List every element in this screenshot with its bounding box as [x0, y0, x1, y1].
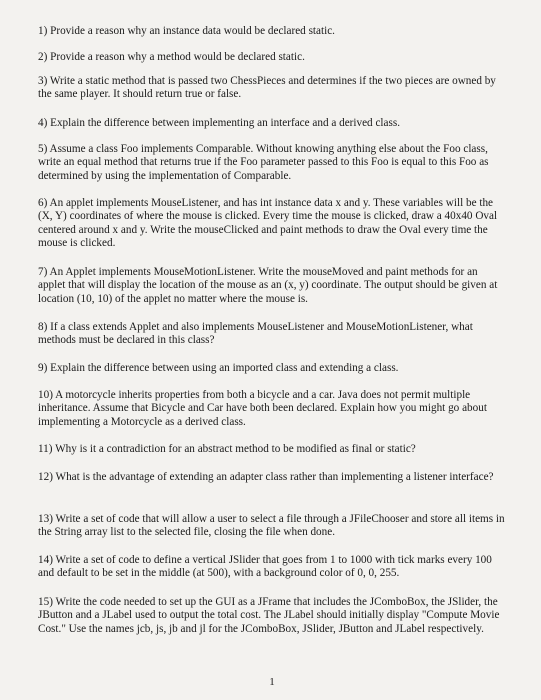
question-9: 9) Explain the difference between using an imported class and extending a class.: [38, 362, 399, 374]
question-4: 4) Explain the difference between implementing an interface and a derived class.: [38, 117, 400, 129]
question-13: 13) Write a set of code that will allow a user to select a file through a JFileChooser and store all items in the String array list to the selected file, closing the file when done.: [38, 513, 505, 539]
question-10: 10) A motorcycle inherits properties from both a bicycle and a car. Java does not permit multiple inheritance. Assume that Bicycle and Car have both been declared. Explain how you might go about implementing a Motorcycle as a derived class.: [38, 389, 487, 428]
question-2: 2) Provide a reason why a method would be declared static.: [38, 51, 305, 63]
page-number: 1: [269, 676, 275, 688]
question-6: 6) An applet implements MouseListener, and has int instance data x and y. These variables will be the (X, Y) coordinates of where the mouse is clicked. Every time the mouse is clicked, draw a 40x40 Oval centered around x and y. Write the mouseClicked and paint methods to draw the Oval every time the mouse is clicked.: [38, 197, 498, 249]
question-11: 11) Why is it a contradiction for an abstract method to be modified as final or static?: [38, 443, 416, 455]
question-1: 1) Provide a reason why an instance data would be declared static.: [38, 25, 335, 37]
question-7: 7) An Applet implements MouseMotionListener. Write the mouseMoved and paint methods for an applet that will display the location of the mouse as an (x, y) coordinate. The output should be given at location (10, 10) of the applet no matter where the mouse is.: [38, 266, 498, 305]
question-12: 12) What is the advantage of extending an adapter class rather than implementing a listener interface?: [38, 471, 494, 483]
question-5: 5) Assume a class Foo implements Comparable. Without knowing anything else about the Foo class, write an equal method that returns true if the Foo parameter passed to this Foo is equal to this Foo as determined by using the implementation of Comparable.: [38, 143, 489, 182]
question-3: 3) Write a static method that is passed two ChessPieces and determines if the two pieces are owned by the same player. It should return true or false.: [38, 75, 496, 101]
question-8: 8) If a class extends Applet and also implements MouseListener and MouseMotionListener, what methods must be declared in this class?: [38, 321, 473, 347]
question-15: 15) Write the code needed to set up the GUI as a JFrame that includes the JComboBox, the JSlider, the JButton and a JLabel used to output the total cost. The JLabel should initially display "Compute Movie Cost." Use the names jcb, js, jb and jl for the JComboBox, JSlider, JButton and JLabel respectively.: [38, 596, 500, 635]
question-14: 14) Write a set of code to define a vertical JSlider that goes from 1 to 1000 with tick marks every 100 and default to be set in the middle (at 500), with a background color of 0, 0, 255.: [38, 554, 492, 580]
